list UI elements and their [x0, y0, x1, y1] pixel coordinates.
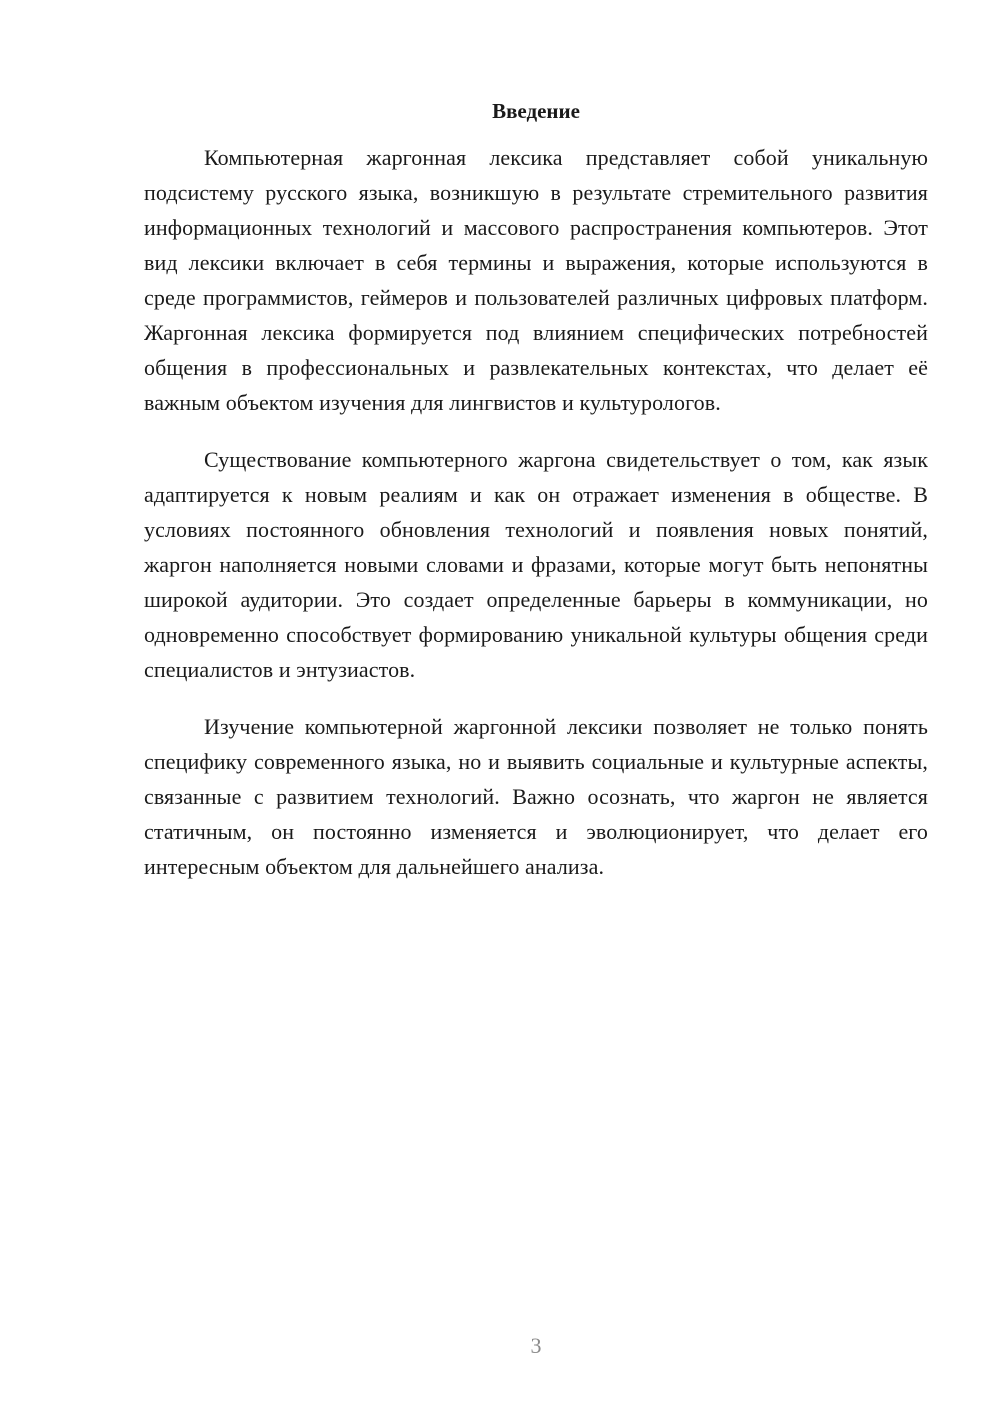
paragraph-2: Существование компьютерного жаргона свидетельствует о том, как язык адаптируется к новым реалиям и как он отражает изменения в обществе. В условиях постоянного обновления технологий и появления новых понятий, жаргон наполняется новыми словами и фразами, которые могут быть непонятны широкой аудитории. Это создает определенные барьеры в коммуникации, но одновременно способствует формированию уникальной культуры общения среди специалистов и энтузиастов. [144, 447, 928, 682]
page-content [144, 96, 928, 906]
paragraph-1: Компьютерная жаргонная лексика представляет собой уникальную подсистему русского языка, возникшую в результате стремительного развития информационных технологий и массового распространения компьютеров. Этот вид лексики включает в себя термины и выражения, которые используются в среде программистов, геймеров и пользователей различных цифровых платформ. Жаргонная лексика формируется под влиянием специфических потребностей общения в профессиональных и развлекательных контекстах, что делает её важным объектом изучения для лингвистов и культурологов. [144, 145, 928, 415]
section-title: Введение [492, 99, 580, 123]
paragraph-3: Изучение компьютерной жаргонной лексики позволяет не только понять специфику современного языка, но и выявить социальные и культурные аспекты, связанные с развитием технологий. Важно осознать, что жаргон не является статичным, он постоянно изменяется и эволюционирует, что делает его интересным объектом для дальнейшего анализа. [144, 714, 928, 879]
page-number: 3 [530, 1333, 542, 1358]
